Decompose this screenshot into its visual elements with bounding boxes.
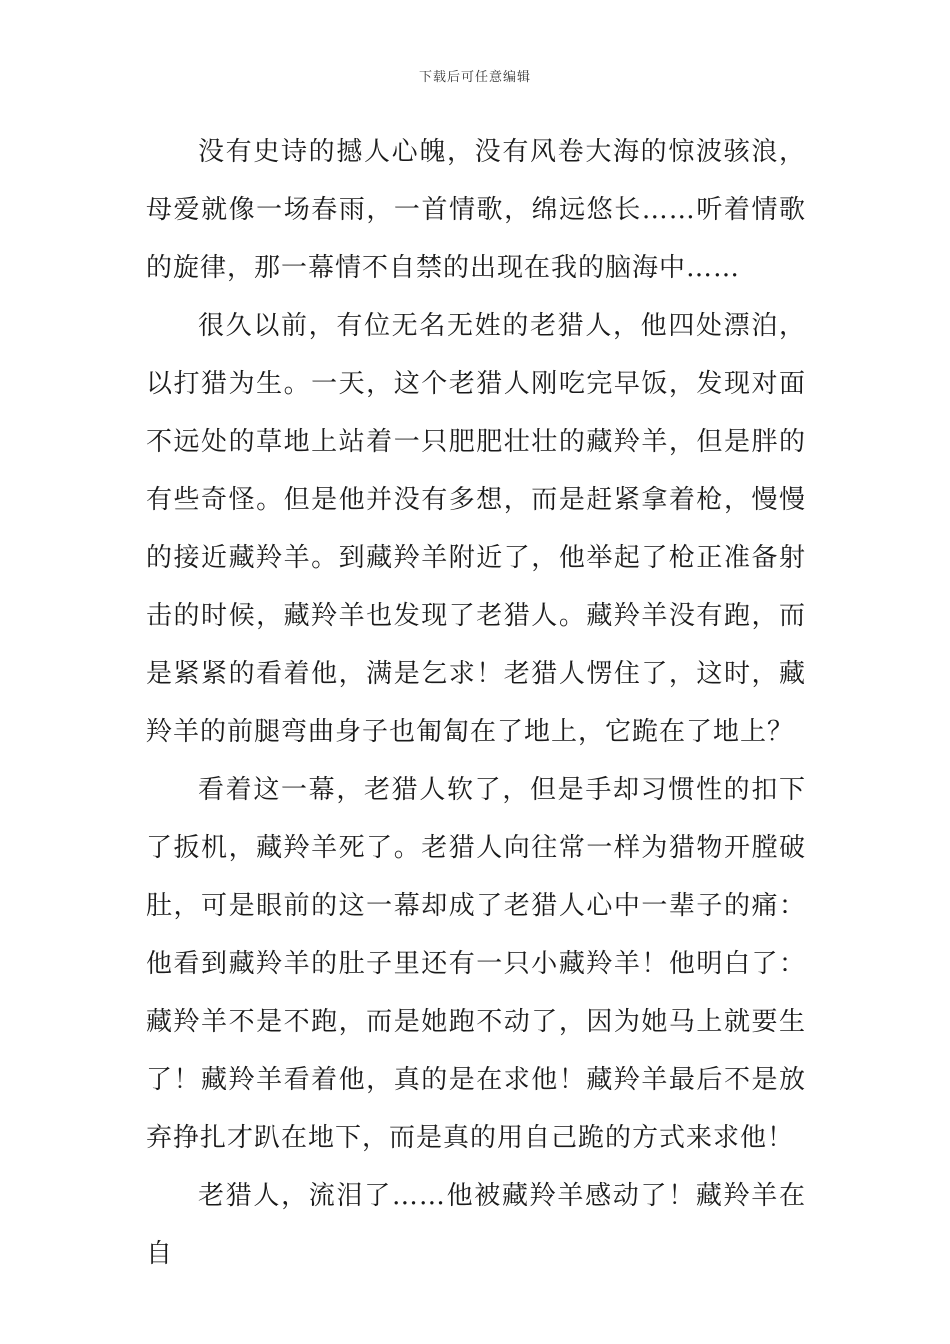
page-header-note: 下载后可任意编辑 bbox=[418, 70, 531, 85]
paragraph-1: 没有史诗的撼人心魄，没有风卷大海的惊波骇浪，母爱就像一场春雨，一首情歌，绵远悠长……听着情歌的旋律，那一幕情不自禁的出现在我的脑海中…… bbox=[146, 137, 806, 283]
paragraph-3: 看着这一幕，老猎人软了，但是手却习惯性的扣下了扳机，藏羚羊死了。老猎人向往常一样为猎物开膛破肚，可是眼前的这一幕却成了老猎人心中一辈子的痛：他看到藏羚羊的肚子里还有一只小藏羚羊！他明白了：藏羚羊不是不跑，而是她跑不动了，因为她马上就要生了！藏羚羊看着他，真的是在求他！藏羚羊最后不是放弃挣扎才趴在地下，而是真的用自己跪的方式来求他！ bbox=[146, 775, 806, 1153]
document-body bbox=[146, 123, 806, 1283]
paragraph-4: 老猎人，流泪了……他被藏羚羊感动了！藏羚羊在自 bbox=[146, 1181, 806, 1269]
paragraph-2: 很久以前，有位无名无姓的老猎人，他四处漂泊，以打猎为生。一天，这个老猎人刚吃完早饭，发现对面不远处的草地上站着一只肥肥壮壮的藏羚羊，但是胖的有些奇怪。但是他并没有多想，而是赶紧拿着枪，慢慢的接近藏羚羊。到藏羚羊附近了，他举起了枪正准备射击的时候，藏羚羊也发现了老猎人。藏羚羊没有跑，而是紧紧的看着他，满是乞求！老猎人愣住了，这时，藏羚羊的前腿弯曲身子也匍匐在了地上，它跪在了地上？ bbox=[146, 311, 806, 747]
